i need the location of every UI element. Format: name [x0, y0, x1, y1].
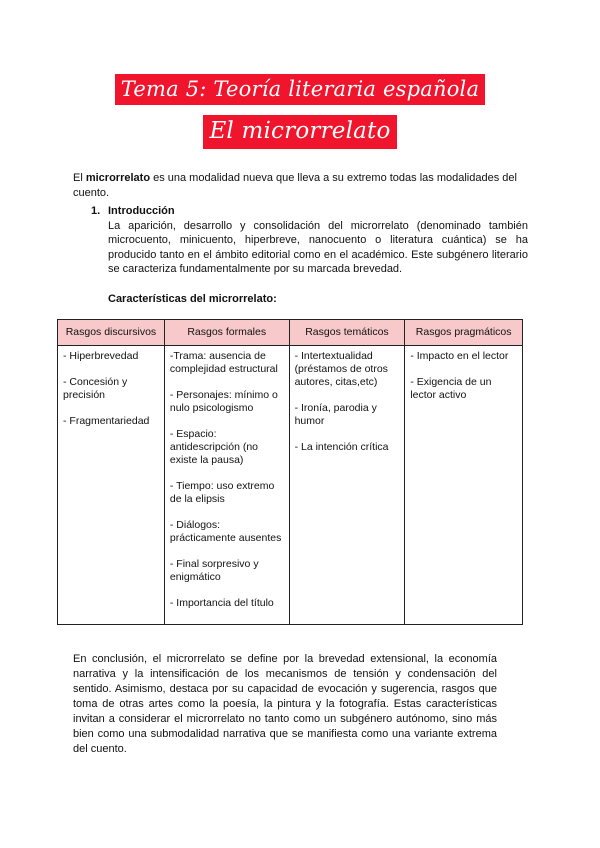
list-item: - Intertextualidad (préstamos de otros autores, citas,etc): [294, 350, 388, 388]
intro-paragraph: [73, 171, 528, 200]
conclusion-paragraph: En conclusión, el microrrelato se define por la brevedad extensional, la economía narrativa y la intensificación de los mecanismos de tensión y condensación del sentido. Asimismo, destaca por su capacidad de evocación y sugerencia, rasgos que toma de otras artes como la poesía, la pintura y la fotografía. Estas características invitan a considerar el microrrelato no tanto como un subgénero autónomo, sino más bien como una submodalidad narrativa que se manifiesta como una variante extrema del cuento.: [73, 653, 497, 755]
list-item: - Final sorpresivo y enigmático: [169, 558, 259, 583]
header-pragmaticos: Rasgos pragmáticos: [405, 320, 523, 346]
section-heading: [91, 204, 528, 219]
intro-after: es una modalidad nueva que lleva a su extremo todas las modalidades del cuento.: [73, 172, 517, 199]
characteristics-title: Características del microrrelato:: [108, 293, 277, 305]
list-item: - Personajes: mínimo o nulo psicologismo: [169, 389, 278, 414]
intro-bold-term: microrrelato: [85, 172, 151, 184]
list-item: - Concesión y precisión: [63, 376, 128, 401]
list-item: - Exigencia de un lector activo: [410, 376, 492, 401]
section-body: La aparición, desarrollo y consolidación del microrrelato (denominado también microcuento, minicuento, hiperbreve, nanocuento o literatura cuántica) se ha producido tanto en el ámbito editorial como en el académico. Este subgénero literario se caracteriza fundamentalmente por su marcada brevedad.: [108, 219, 528, 275]
section-number: 1.: [91, 205, 101, 217]
characteristics-table: [57, 319, 523, 625]
title-line-1: [0, 74, 600, 105]
list-item: - Impacto en el lector: [410, 350, 509, 362]
section-heading-text: Introducción: [108, 205, 175, 217]
title-text-2: El microrrelato: [203, 115, 396, 149]
header-discursivos: Rasgos discursivos: [58, 320, 165, 346]
intro-before: El: [73, 172, 86, 184]
header-formales: Rasgos formales: [164, 320, 289, 346]
header-tematicos: Rasgos temáticos: [289, 320, 405, 346]
cell-tematicos: [289, 346, 405, 625]
list-item: - La intención crítica: [294, 441, 389, 453]
list-item: - Tiempo: uso extremo de la elipsis: [169, 480, 275, 505]
table-row: [58, 346, 523, 625]
list-item: - Fragmentariedad: [63, 415, 150, 427]
list-item: - Hiperbrevedad: [63, 350, 139, 362]
list-item: - Ironía, parodia y humor: [294, 402, 377, 427]
cell-pragmaticos: [405, 346, 523, 625]
list-item: - Importancia del título: [169, 597, 274, 609]
list-item: - Espacio: antidescripción (no existe la pausa): [169, 428, 259, 466]
section-introduction: [91, 204, 528, 277]
list-item: -Trama: ausencia de complejidad estructural: [169, 350, 278, 375]
title-text-1: Tema 5: Teoría literaria española: [115, 74, 485, 105]
table-header-row: [58, 320, 523, 346]
list-item: - Diálogos: prácticamente ausentes: [169, 519, 282, 544]
cell-discursivos: [58, 346, 165, 625]
cell-formales: [164, 346, 289, 625]
title-line-2: [0, 115, 600, 149]
